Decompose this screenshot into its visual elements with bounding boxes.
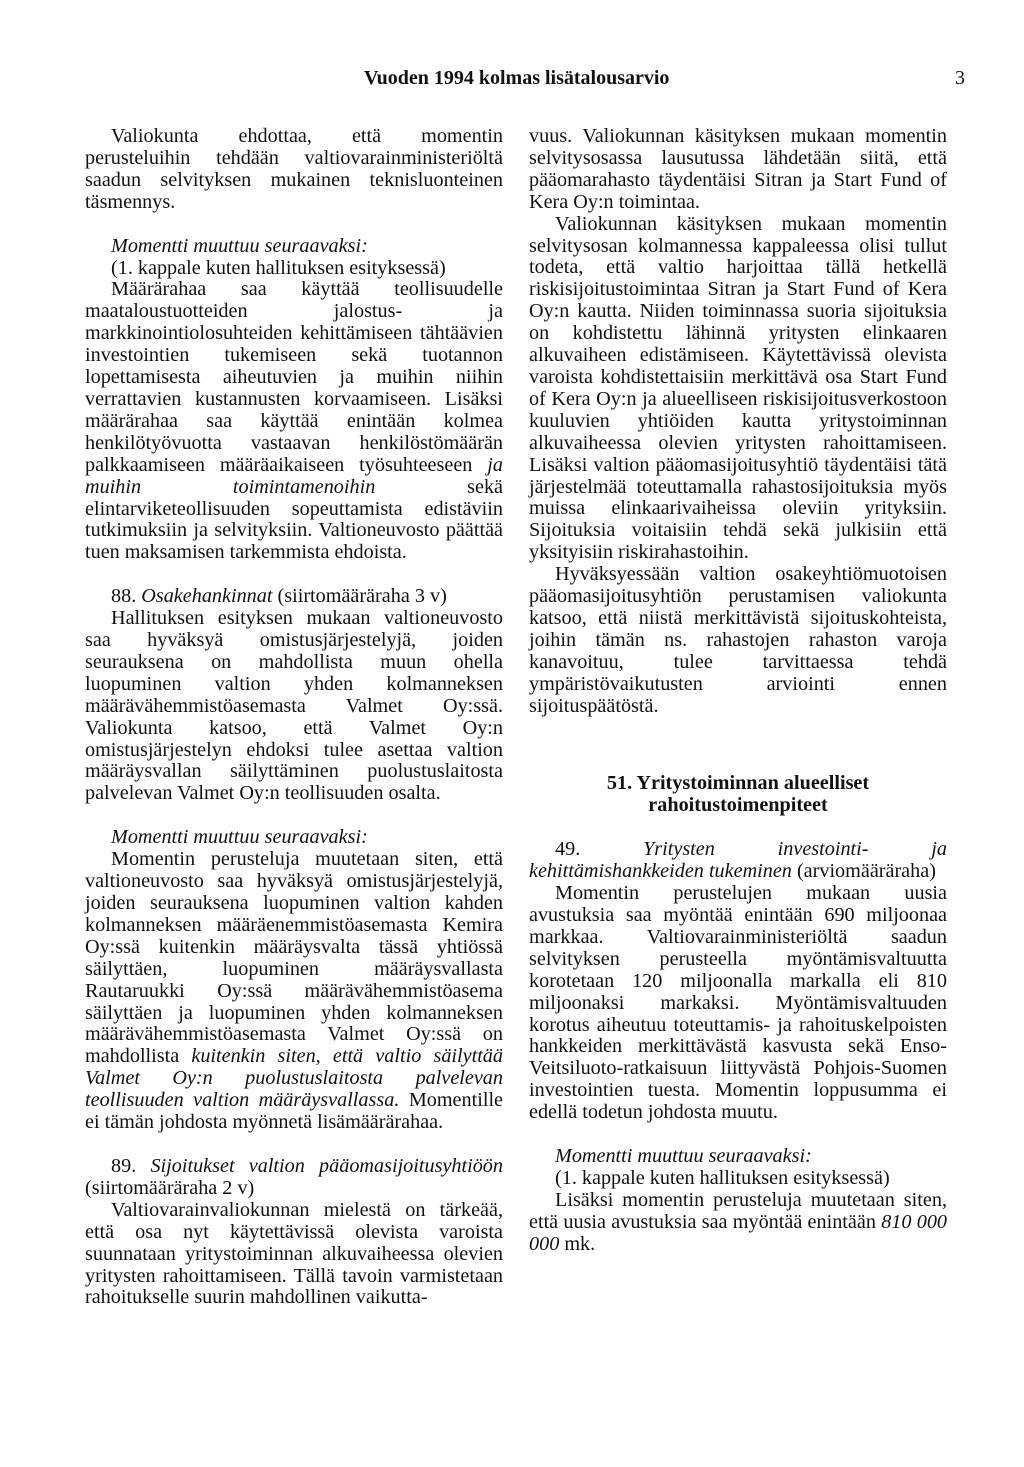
grant-amount: 810 000 000 [529, 1210, 948, 1255]
note-first-paragraph: (1. kappale kuten hallituksen esityksessä) [111, 256, 446, 279]
item-49-text: Momentin perustelujen mukaan uusia avustuksia saa myöntää enintään 690 miljoonaa markkaa. Valtiovarainministeriöltä saadun selvityksen perusteella myöntämisvaltuutta korotetaan 120 miljoonalla markalla eli 810 miljoonaksi markaksi. Myöntämisvaltuuden korotus aiheutuu toteuttamis- ja rahoituskelpoisten hankkeiden merkittävästä kasvusta sekä Enso-Veitsiluoto-ratkaisuun liittyvästä Pohjois-Suomen investointien tuesta. Momentin loppusumma ei edellä todetun johdosta muutu. [529, 882, 947, 1124]
appropriation-text-b: sekä elintarviketeollisuuden sopeuttamista edistäviin tutkimuksiin ja selvityksiin. Valtioneuvosto päättää tuen maksamisen tarkemmista ehdoista. [85, 475, 503, 564]
item-88-text: Hallituksen esityksen mukaan valtioneuvosto saa hyväksyä omistusjärjestelyjä, joiden seurauksena on mahdollista muun ohella luopuminen valtion yhden kolmanneksen määrävähemmistöasemasta Valmet Oy:ssä. Valiokunta katsoo, että Valmet Oy:n omistusjärjestelyn ehdoksi tulee asettaa valtion määräysvallan säilyttäminen puolustuslaitosta palvelevan Valmet Oy:n teollisuuden osalta. [85, 607, 503, 805]
item-88-number: 88. [111, 585, 137, 608]
note-first-paragraph-2: (1. kappale kuten hallituksen esityksessä) [555, 1166, 890, 1189]
item-88-heading [85, 586, 503, 608]
subheading-moment-changes-2: Momentti muuttuu seuraavaksi: [111, 826, 368, 849]
item-89-kind: (siirtomääräraha 2 v) [85, 1176, 255, 1199]
item-89-number: 89. [111, 1154, 137, 1177]
item-49-heading [529, 839, 947, 883]
paragraph-environmental-assessment: Hyväksyessään valtion osakeyhtiömuotoisen pääomasijoitusyhtiön perustamisen valiokunta katsoo, että niistä merkittävistä sijoituskohteista, joihin tämän ns. rahastojen rahaston varoja kanavoituu, tulee tarvittaessa tehdä ympäristövaikutusten arviointi ennen sijoituspäätöstä. [529, 563, 947, 717]
right-column [529, 126, 947, 1256]
section-heading-51: 51. Yritystoiminnan alueelliset rahoitustoimenpiteet [606, 772, 870, 817]
page-number: 3 [955, 67, 965, 89]
item-89-heading [85, 1156, 503, 1200]
paragraph-grant-authorization [529, 1190, 947, 1256]
ownership-text-a: Momentin perusteluja muutetaan siten, että valtioneuvosto saa hyväksyä omistusjärjestelyjä, joiden seurauksena luopuminen valtion kahden kolmanneksen määräenemmistöasemasta Kemira Oy:ssä kuitenkin määräysvalta tässä yhtiössä säilyttäen, luopuminen määräysvallasta Rautaruukki Oy:ssä määrävähemmistöasema säilyttäen ja luopuminen yhden kolmanneksen määrävähemmistöasemasta Valmet Oy:ssä on mahdollista [85, 848, 503, 1068]
paragraph-appropriation-use [85, 279, 503, 564]
appropriation-text-italic: ja muihin toimintamenoihin [85, 453, 503, 498]
running-title: Vuoden 1994 kolmas lisätalousarvio [364, 67, 670, 89]
ownership-text-italic: kuitenkin siten, että valtio säilyttää Valmet Oy:n puolustuslaitosta palvelevan teollisuuden valtion määräysvallassa. [85, 1045, 503, 1112]
item-88-kind: (siirtomääräraha 3 v) [277, 585, 447, 608]
paragraph-committee-proposal: Valiokunta ehdottaa, että momentin perusteluihin tehdään valtiovarainministeriöltä saadun selvityksen mukainen teknisluonteinen täsmennys. [85, 125, 503, 213]
subheading-moment-changes-3: Momentti muuttuu seuraavaksi: [555, 1145, 812, 1168]
grant-unit: mk. [564, 1232, 596, 1255]
paragraph-risk-investment: Valiokunnan käsityksen mukaan momentin selvitysosan kolmannessa kappaleessa olisi tullut todeta, että valtio harjoittaa tällä hetkellä riskisijoitustoimintaa Sitran ja Start Fund of Kera Oy:n kautta. Niiden toiminnassa suoria sijoituksia on kohdistettu lähinnä yritysten elinkaaren alkuvaiheen edistämiseen. Käytettävissä olevista varoista kohdistettaisiin merkittävä osa Start Fund of Kera Oy:n ja alueelliseen riskisijoitusverkostoon kuuluvien yhtiöiden kautta yritystoiminnan alkuvaiheessa olevien yritysten rahoittamiseen. Lisäksi valtion pääomasijoitusyhtiö täydentäisi tätä järjestelmää toteuttamalla rahastosijoituksia myös muissa elinkaarivaiheissa oleviin yrityksiin. Sijoituksia voitaisiin tehdä sekä julkisiin että yksityisiin riskirahastoihin. [529, 212, 947, 564]
item-88-title: Osakehankinnat [141, 585, 273, 608]
grant-text: Lisäksi momentin perusteluja muutetaan siten, että uusia avustuksia saa myöntää enintään [529, 1188, 947, 1233]
ownership-text-b: Momentille ei tämän johdosta myönnetä lisämäärärahaa. [85, 1089, 504, 1134]
subheading-moment-changes: Momentti muuttuu seuraavaksi: [111, 234, 368, 257]
item-89-text: Valtiovarainvaliokunnan mielestä on tärkeää, että osa nyt käytettävissä olevista varoista suunnataan yritystoiminnan alkuvaiheessa olevien yritysten rahoittamiseen. Tällä tavoin varmistetaan rahoitukselle suurin mahdollinen vaikutta- [85, 1198, 503, 1309]
appropriation-text-a: Määrärahaa saa käyttää teollisuudelle maataloustuotteiden jalostus- ja markkinointiolosuhteiden kehittämiseen tähtäävien investointien tukemiseen sekä tuotannon lopettamisesta aiheutuvien ja muihin niihin verrattavien kustannusten korvaamiseen. Lisäksi määrärahaa saa käyttää enintään kolmea henkilötyövuotta vastaavan henkilöstömäärän palkkaamiseen määräaikaiseen työsuhteeseen [85, 278, 503, 476]
paragraph-ownership-change [85, 849, 503, 1134]
item-49-number: 49. [555, 838, 581, 861]
item-89-title: Sijoitukset valtion pääomasijoitusyhtiöön [150, 1154, 503, 1177]
page-header [0, 66, 1024, 96]
paragraph-continuation: vuus. Valiokunnan käsityksen mukaan momentin selvitysosassa lausutussa lähdetään siitä, että pääomarahasto täydentäisi Sitran ja Start Fund of Kera Oy:n toimintaa. [529, 125, 947, 213]
item-49-title: Yritysten investointi- ja kehittämishankkeiden tukeminen [529, 838, 948, 883]
left-column [85, 126, 503, 1309]
item-49-kind: (arviomääräraha) [796, 860, 936, 883]
